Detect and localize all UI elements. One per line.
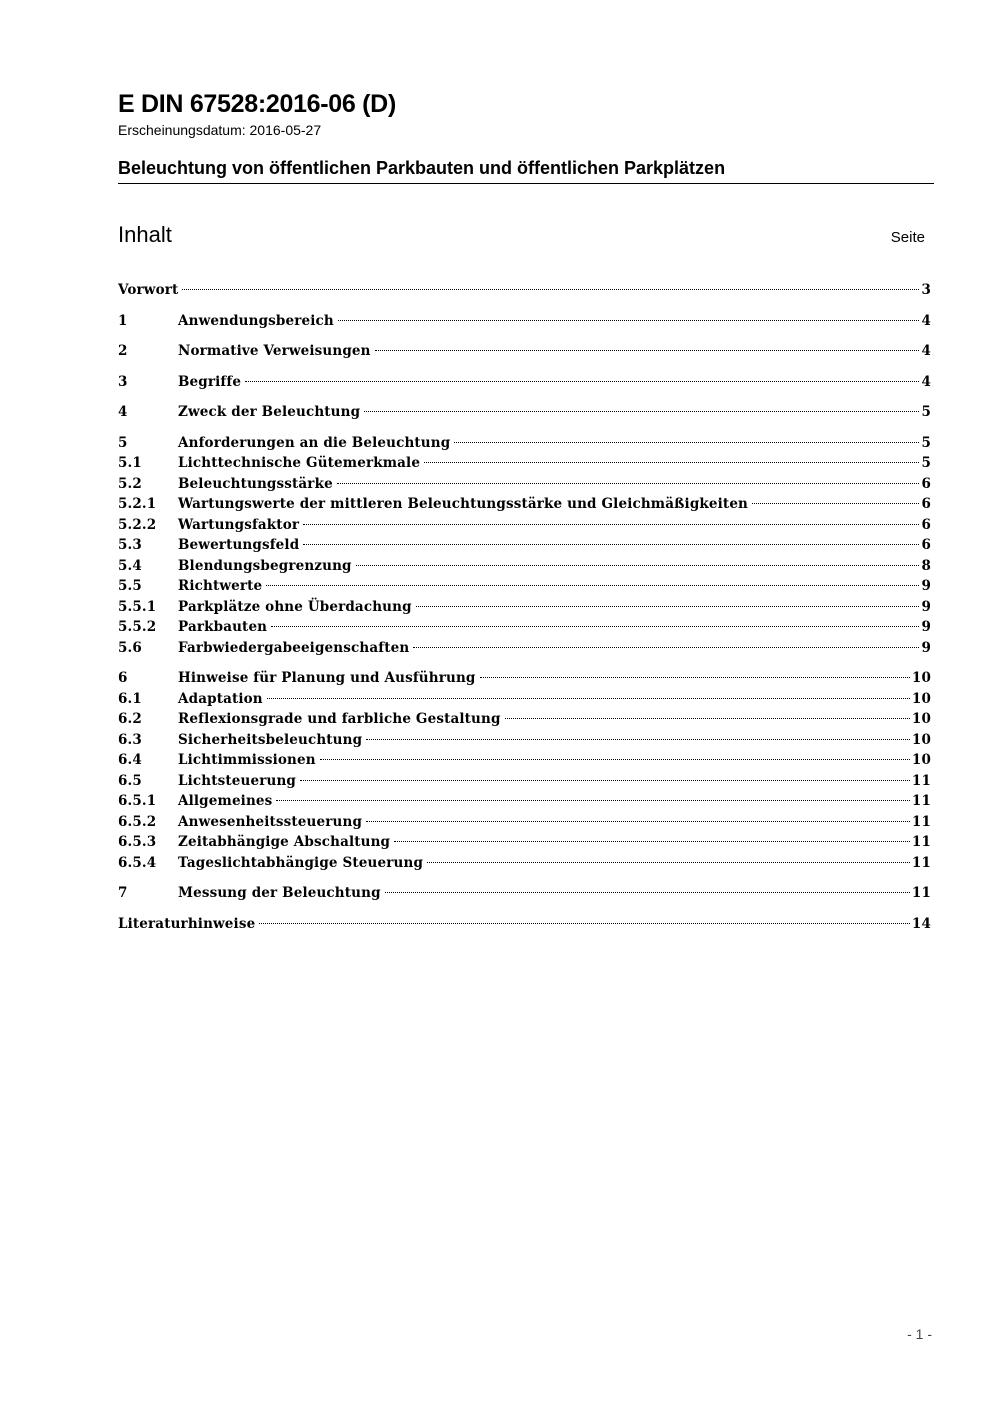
toc-entry-number: 6.4 [118,752,142,768]
toc-entry-number: 6.5.1 [118,793,157,809]
toc-entry-number: 7 [118,885,128,901]
toc-entry-label: Messung der Beleuchtung [178,885,381,901]
toc-entry-page: 9 [921,639,931,656]
toc-entry-label: Anwesenheitssteuerung [178,813,363,830]
title-divider [118,183,934,184]
toc-leader [454,442,919,443]
toc-entry[interactable] [118,709,931,730]
toc-entry[interactable] [118,883,931,904]
toc-entry-page: 10 [911,731,931,748]
toc-entry-page: 3 [921,282,931,298]
toc-entry[interactable] [118,433,931,454]
toc-leader [424,462,919,463]
toc-entry-number: 6.5.2 [118,813,157,830]
toc-entry-number: 5.4 [118,557,142,574]
toc-entry[interactable] [118,638,931,659]
toc-entry-page: 5 [921,404,931,420]
toc-entry[interactable] [118,494,931,515]
toc-entry-page: 6 [921,537,931,553]
toc-leader [427,862,910,863]
toc-entry[interactable] [118,617,931,638]
toc-entry-number: 5.1 [118,455,142,471]
toc-entry[interactable] [118,597,931,618]
toc-entry-label: Sicherheitsbeleuchtung [178,731,363,748]
toc-entry-page: 6 [921,475,931,492]
toc-entry-page: 11 [911,772,931,789]
toc-entry[interactable] [118,402,931,423]
toc-entry-label: Parkbauten [178,619,268,635]
toc-entry-page: 10 [911,690,931,707]
toc-entry[interactable] [118,771,931,792]
toc-entry-label: Richtwerte [178,578,263,594]
toc-leader [245,381,919,382]
toc-entry-page: 10 [911,670,931,686]
toc-entry-label: Hinweise für Planung und Ausführung [178,670,476,686]
toc-entry[interactable] [118,791,931,812]
toc-leader [300,780,910,781]
toc-entry-page: 9 [921,598,931,615]
document-id: E DIN 67528:2016-06 (D) [118,90,396,118]
toc-leader [366,739,910,740]
toc-heading: Inhalt [118,222,172,247]
toc-leader [267,698,910,699]
toc-entry-number: 5.2.2 [118,516,157,533]
toc-entry-label: Farbwiedergabeeigenschaften [178,639,410,656]
toc-leader [364,411,919,412]
toc-entry[interactable] [118,668,931,689]
toc-entry[interactable] [118,474,931,495]
toc-entry-page: 4 [921,312,931,329]
toc-entry-label: Literaturhinweise [118,915,256,932]
toc-entry-label: Parkplätze ohne Überdachung [178,598,412,615]
toc-entry-number: 6.1 [118,690,142,707]
toc-leader [337,483,920,484]
toc-entry-page: 6 [921,496,931,512]
toc-entry[interactable] [118,556,931,577]
toc-entry[interactable] [118,372,931,393]
toc-entry-number: 5.5.2 [118,619,157,635]
toc-entry-label: Anwendungsbereich [178,312,334,329]
toc-leader [752,503,919,504]
toc-leader [416,606,920,607]
toc-entry-label: Vorwort [118,282,179,298]
toc-leader [276,800,909,801]
toc-entry-label: Zeitabhängige Abschaltung [178,834,391,850]
toc-entry-number: 6.5.4 [118,854,157,871]
toc-entry-label: Wartungswerte der mittleren Beleuchtungsstärke und Gleichmäßigkeiten [178,496,749,512]
toc-entry-label: Lichtimmissionen [178,752,316,768]
toc-leader [338,320,920,321]
toc-entry-label: Lichtsteuerung [178,772,297,789]
toc-entry[interactable] [118,853,931,874]
toc-entry[interactable] [118,576,931,597]
toc-entry-number: 5.6 [118,639,142,656]
toc-entry-label: Tageslichtabhängige Steuerung [178,854,424,871]
toc-entry-page: 10 [911,752,931,768]
toc-entry[interactable] [118,812,931,833]
toc-leader [394,841,910,842]
toc-entry-page: 4 [921,373,931,390]
toc-entry-label: Zweck der Beleuchtung [178,404,361,420]
toc-entry-number: 6.3 [118,731,142,748]
toc-leader [303,544,919,545]
toc-entry-label: Beleuchtungsstärke [178,475,333,492]
toc-leader [366,821,910,822]
toc-entry-page: 9 [921,578,931,594]
toc-entry[interactable] [118,914,931,935]
toc-entry-label: Blendungsbegrenzung [178,557,352,574]
toc-entry-page: 4 [921,343,931,359]
toc-entry-page: 11 [911,793,931,809]
toc-entry-number: 5.2.1 [118,496,157,512]
toc-entry[interactable] [118,515,931,536]
toc-entry-label: Lichttechnische Gütemerkmale [178,455,421,471]
toc-leader [266,585,919,586]
toc-entry-number: 2 [118,343,128,359]
toc-entry-page: 8 [921,557,931,574]
toc-leader [271,626,919,627]
toc-entry-page: 5 [921,455,931,471]
toc-entry[interactable] [118,311,931,332]
toc-entry[interactable] [118,535,931,556]
publication-date: Erscheinungsdatum: 2016-05-27 [118,122,322,138]
toc-entry-number: 6 [118,670,128,686]
toc-entry[interactable] [118,280,931,301]
toc-entry-number: 5.2 [118,475,142,492]
toc-leader [320,759,910,760]
toc-entry-page: 10 [911,711,931,727]
toc-entry-number: 6.2 [118,711,142,727]
page-number: - 1 - [907,1326,932,1342]
toc-entry-number: 6.5 [118,772,142,789]
toc-entry-label: Anforderungen an die Beleuchtung [178,434,451,451]
toc-leader [356,565,920,566]
toc-entry-number: 3 [118,373,128,390]
toc-entry-number: 5.3 [118,537,142,553]
toc-leader [385,892,910,893]
toc-entry[interactable] [118,750,931,771]
toc-entry-number: 1 [118,312,128,329]
toc-entry-number: 5 [118,434,128,451]
toc-entry[interactable] [118,730,931,751]
toc-entry[interactable] [118,832,931,853]
toc-entry-page: 11 [911,834,931,850]
toc-entry-label: Allgemeines [178,793,273,809]
toc-leader [303,524,919,525]
document-title: Beleuchtung von öffentlichen Parkbauten und öffentlichen Parkplätzen [118,158,726,178]
toc-entry-label: Begriffe [178,373,242,390]
toc-entry-page: 11 [911,813,931,830]
toc-entry-number: 5.5 [118,578,142,594]
toc-entry-label: Bewertungsfeld [178,537,300,553]
toc-entry-label: Reflexionsgrade und farbliche Gestaltung [178,711,501,727]
toc-entry-label: Adaptation [178,690,263,707]
toc-entry-page: 9 [921,619,931,635]
toc-entry-page: 11 [911,854,931,871]
toc-leader [375,350,920,351]
toc-entry[interactable] [118,341,931,362]
toc-entry-page: 5 [921,434,931,451]
toc-entry-number: 6.5.3 [118,834,157,850]
toc-entry-number: 4 [118,404,128,420]
page-column-label: Seite [890,229,925,246]
toc-leader [182,289,919,290]
toc-entry-label: Wartungsfaktor [178,516,300,533]
toc-leader [259,923,910,924]
toc-entry-page: 11 [911,885,931,901]
toc-leader [480,677,910,678]
toc-entry-label: Normative Verweisungen [178,343,371,359]
toc-entry[interactable] [118,453,931,474]
toc-leader [413,647,919,648]
toc-entry-page: 6 [921,516,931,533]
toc-entry-number: 5.5.1 [118,598,157,615]
table-of-contents [118,280,931,934]
toc-entry-page: 14 [911,915,931,932]
toc-leader [505,718,910,719]
toc-entry[interactable] [118,689,931,710]
